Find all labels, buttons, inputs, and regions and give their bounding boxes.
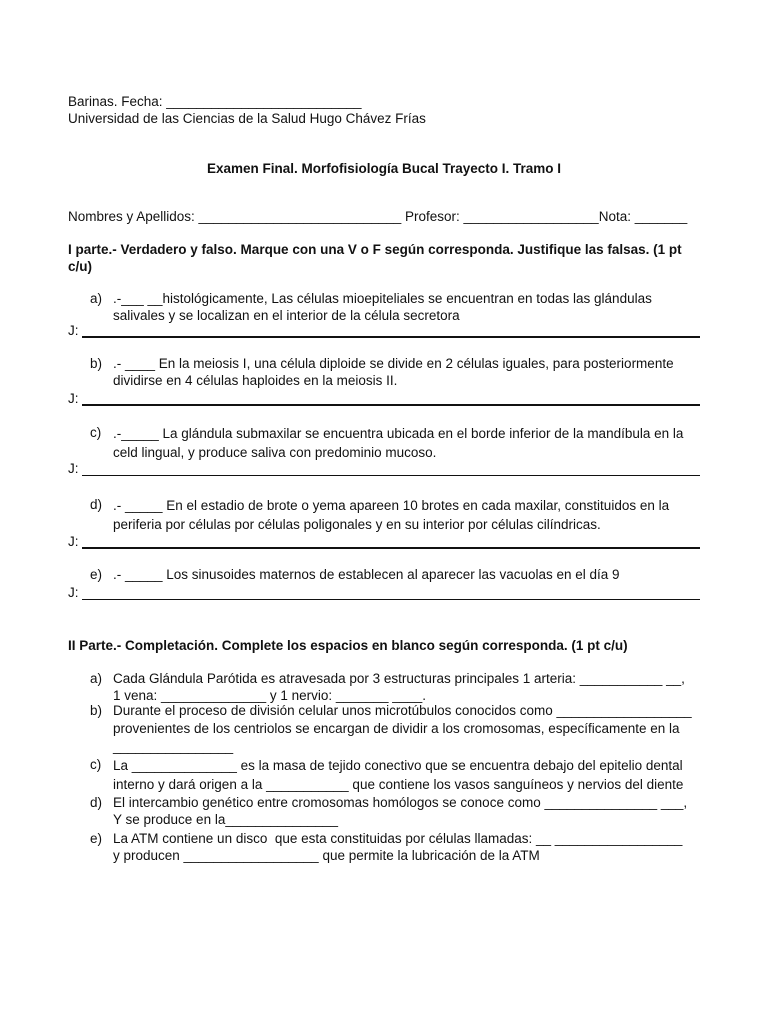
- item-text: .- ____ En la meiosis I, una célula diploide se divide en 2 células iguales, para posteriormente dividirse en 4 células haploides en la meiosis II.: [113, 356, 674, 388]
- item-text: Cada Glándula Parótida es atravesada por 3 estructuras principales 1 arteria: ___________ __, 1 vena: ______________ y 1 nervio: _______ ____.: [113, 671, 685, 703]
- part1-heading: I parte.- Verdadero y falso. Marque con una V o F según corresponda. Justifique las falsas. (1 pt: [68, 242, 682, 257]
- item-text: .- _____ Los sinusoides maternos de establecen al aparecer las vacuolas en el día 9: [113, 567, 620, 582]
- answer-rule: [82, 475, 700, 476]
- justify-label: J:: [68, 534, 79, 549]
- item-text: .- _____ En el estadio de brote o yema apareen 10 brotes en cada maxilar, constituidos en la periferia por células por células poligonales y en su interior por células cilíndricas.: [113, 498, 670, 532]
- item-label: e): [90, 567, 103, 582]
- item-label: a): [90, 671, 103, 686]
- university-name: Universidad de las Ciencias de la Salud Hugo Chávez Frías: [68, 111, 426, 126]
- justify-line-c[interactable]: [68, 461, 700, 478]
- justify-label: J:: [68, 323, 79, 338]
- justify-label: J:: [68, 391, 79, 406]
- answer-rule: [82, 404, 700, 406]
- item-label: e): [90, 831, 103, 846]
- item-label: c): [90, 425, 102, 440]
- item-text: Durante el proceso de división celular unos microtúbulos conocidos como __________________ provenientes de los centriolos se encargan de dividir a los cromosomas, específicamente en la ________________: [113, 703, 692, 754]
- item-text: .-___ __histológicamente, Las células mioepiteliales se encuentran en todas las glándulas salivales y se localizan en el interior de la célula secretora: [113, 291, 652, 323]
- item-label: a): [90, 291, 103, 306]
- answer-rule: [82, 547, 700, 549]
- part1-heading-cont: c/u): [68, 259, 93, 274]
- item-text: La ATM contiene un disco que esta constituidas por células llamadas: __ _________________ y producen __________________ que permite la lubricación de la ATM: [113, 831, 683, 863]
- student-info-line: Nombres y Apellidos: ___________________________ Profesor: __________________Nota: _______: [68, 209, 688, 224]
- answer-rule: [82, 599, 700, 600]
- item-label: d): [90, 795, 103, 810]
- justify-line-a[interactable]: [68, 323, 700, 340]
- item-label: b): [90, 703, 103, 718]
- item-text: El intercambio genético entre cromosomas homólogos se conoce como _______________ ___, Y se produce en la_______________: [113, 795, 688, 827]
- justify-line-d[interactable]: [68, 534, 700, 551]
- item-text: .-_____ La glándula submaxilar se encuentra ubicada en el borde inferior de la mandíbula en la celd lingual, y produce saliva con predominio mucoso.: [113, 426, 684, 460]
- part2-heading: II Parte.- Completación. Complete los espacios en blanco según corresponda. (1 pt c/u): [68, 638, 628, 653]
- answer-rule: [82, 336, 700, 338]
- justify-label: J:: [68, 585, 79, 600]
- item-label: c): [90, 757, 102, 772]
- justify-label: J:: [68, 461, 79, 476]
- item-label: b): [90, 356, 103, 371]
- justify-line-b[interactable]: [68, 391, 700, 408]
- item-text: La ______________ es la masa de tejido conectivo que se encuentra debajo del epitelio dental interno y dará origen a la ___________ que contiene los vasos sanguíneos y nervios del diente: [113, 758, 684, 792]
- exam-title: Examen Final. Morfofisiología Bucal Trayecto I. Tramo I: [206, 161, 562, 176]
- item-label: d): [90, 497, 103, 512]
- justify-line-e[interactable]: [68, 585, 700, 602]
- date-line: Barinas. Fecha: __________________________: [68, 94, 362, 109]
